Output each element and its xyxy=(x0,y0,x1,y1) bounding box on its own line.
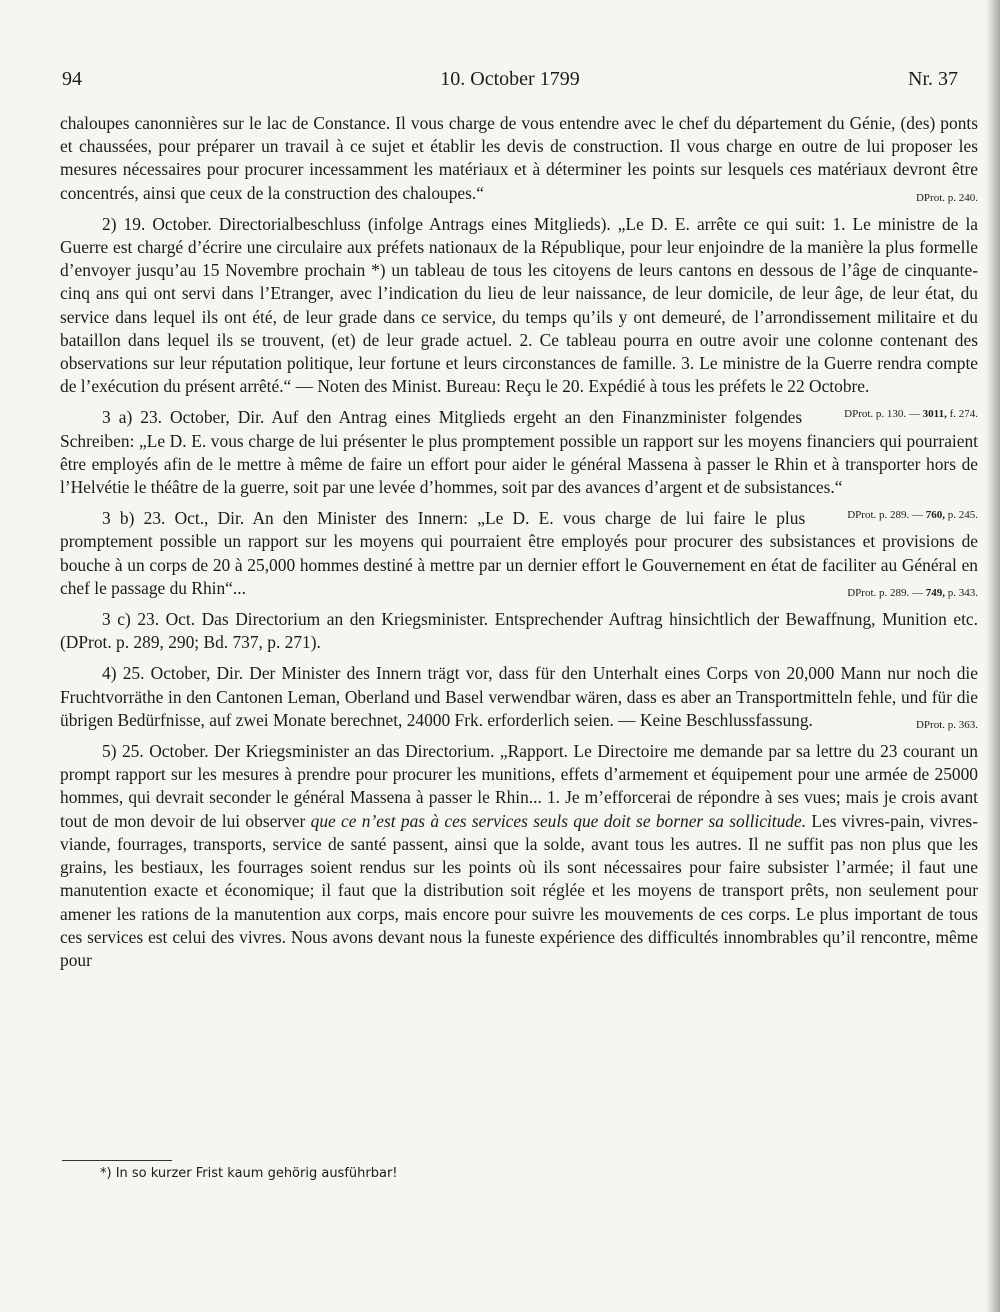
paragraph-4 xyxy=(60,662,978,732)
paragraph-text: 3 a) 23. October, Dir. Auf den Antrag eines Mitglieds ergeht an den Finanzminister folgendes Schreiben: „Le D. E. vous charge de lui présenter le plus promptement possible un rapport sur les moyens financiers qui pourraient être employés afin de le mettre à même de faire un effort pour aider le général Massena à passer le Rhin et à transporter hors de l’Helvétie le théâtre de la guerre, soit par une levée d’hommes, soit par des avances d’argent et de subsistances.“ xyxy=(60,407,978,498)
source-reference: DProt. p. 289. — 749, p. 343. xyxy=(847,586,978,599)
paragraph-5 xyxy=(60,740,978,972)
source-reference: DProt. p. 289. — 760, p. 245. xyxy=(847,509,978,522)
source-reference: DProt. p. 130. — 3011, f. 274. xyxy=(844,408,978,421)
paragraph-2 xyxy=(60,213,978,421)
footnote: *) In so kurzer Frist kaum gehörig ausführbar! xyxy=(100,1166,398,1181)
paragraph-3c xyxy=(60,608,978,654)
paragraph-text: 3 b) 23. Oct., Dir. An den Minister des Innern: „Le D. E. vous charge de lui faire le plus promptement possible un rapport sur les moyens qui pourraient être employés pour procurer des subsistances et provisions de bouche à un corps de 20 à 25,000 hommes destiné à mettre par un dernier effort le Gouvernement en état de faciliter au Général en chef le passage du Rhin“... xyxy=(60,508,978,598)
page-body xyxy=(60,112,978,972)
paragraph-text: chaloupes canonnières sur le lac de Constance. Il vous charge de vous entendre avec le chef du département du Génie, (des) ponts et chaussées, pour préparer un travail à ce sujet et établir les devis de construction. Il vous charge en outre de lui proposer les mesures nécessaires pour procurer incessamment les matériaux et à déterminer les points sur lesquels ces matériaux devront être concentrés, ainsi que ceux de la construction des chaloupes.“ xyxy=(60,113,978,203)
paragraph-text-continued: Les vivres-pain, vivres-viande, fourrages, transports, service de santé passent, ainsi que la solde, avant tous les autres. Il ne suffit pas non plus que les grains, les bestiaux, les fourrages soient rendus sur les points où ils sont nécessaires pour faire subsister l’armée; il faut une manutention exacte et économique; il faut que la distribution soit réglée et les moyens de transport prêts, non seulement pour amener les rations de la manutention aux corps, mais encore pour suivre les mouvements de ces corps. Le plus important de tous ces services est celui des vivres. Nous avons devant nous la funeste expérience des difficultés innombrables qu’il rencontre, même pour xyxy=(60,810,978,970)
paragraph-text: 5) 25. October. Der Kriegsminister an das Directorium. „Rapport. Le Directoire me demande par sa lettre du 23 courant un prompt rapport sur les mesures à prendre pour procurer les munitions, effets d’armement et équipement pour une armée de 25000 hommes, qui devrait seconder le général Massena à passer le Rhin... 1. Je m’efforcerai de répondre à ses vues; mais je crois avant tout de mon devoir de lui observer xyxy=(60,741,978,831)
page-number: 94 xyxy=(62,68,82,90)
paragraph-text: 4) 25. October, Dir. Der Minister des Innern trägt vor, dass für den Unterhalt eines Corps von 20,000 Mann nur noch die Fruchtvorräthe in den Cantonen Leman, Oberland und Basel verwendbar wären, dass es aber an Transportmitteln fehle, und für die übrigen Bedürfnisse, auf zwei Monate berechnet, 24000 Frk. erforderlich seien. — Keine Beschlussfassung. xyxy=(60,663,978,730)
paragraph-1 xyxy=(60,112,978,205)
running-header xyxy=(62,68,958,98)
italic-emphasis: que ce n’est pas à ces services seuls que doit se borner sa sollicitude. xyxy=(310,810,807,831)
document-number: Nr. 37 xyxy=(908,68,958,90)
page-edge-shadow xyxy=(986,0,1000,1312)
paragraph-text: 2) 19. October. Directorialbeschluss (infolge Antrags eines Mitglieds). „Le D. E. arrête ce qui suit: 1. Le ministre de la Guerre est chargé d’écrire une circulaire aux préfets nationaux de la République, pour leur enjoindre de la manière la plus formelle d’envoyer jusqu’au 15 Novembre prochain *) un tableau de tous les citoyens de leurs cantons en dessous de l’âge de cinquante-cinq ans qui ont servi dans l’Etranger, avec l’indication du lieu de leur naissance, de leur domicile, de leur âge, de leur état, du service dans lequel ils ont été, de leur grade dans ce service, du temps qu’ils y ont demeuré, de l’arrondissement militaire et du bataillon dans lequel ils se trouvent, (et) de leur grade actuel. 2. Ce tableau pourra en outre avoir une colonne contenant des observations sur leur réputation politique, leur fortune et leurs circonstances de famille. 3. Le ministre de la Guerre rendra compte de l’exécution du présent arrêté.“ — Noten des Minist. Bureau: Reçu le 20. Expédié à tous les préfets le 22 Octobre. xyxy=(60,213,978,397)
footnote-separator xyxy=(62,1160,172,1161)
source-reference: DProt. p. 363. xyxy=(915,718,978,731)
paragraph-text: 3 c) 23. Oct. Das Directorium an den Kriegsminister. Entsprechender Auftrag hinsichtlich der Bewaffnung, Munition etc. (DProt. p. 289, 290; Bd. 737, p. 271). xyxy=(60,609,978,653)
source-reference: DProt. p. 240. xyxy=(915,191,978,204)
header-date: 10. October 1799 xyxy=(440,68,580,90)
